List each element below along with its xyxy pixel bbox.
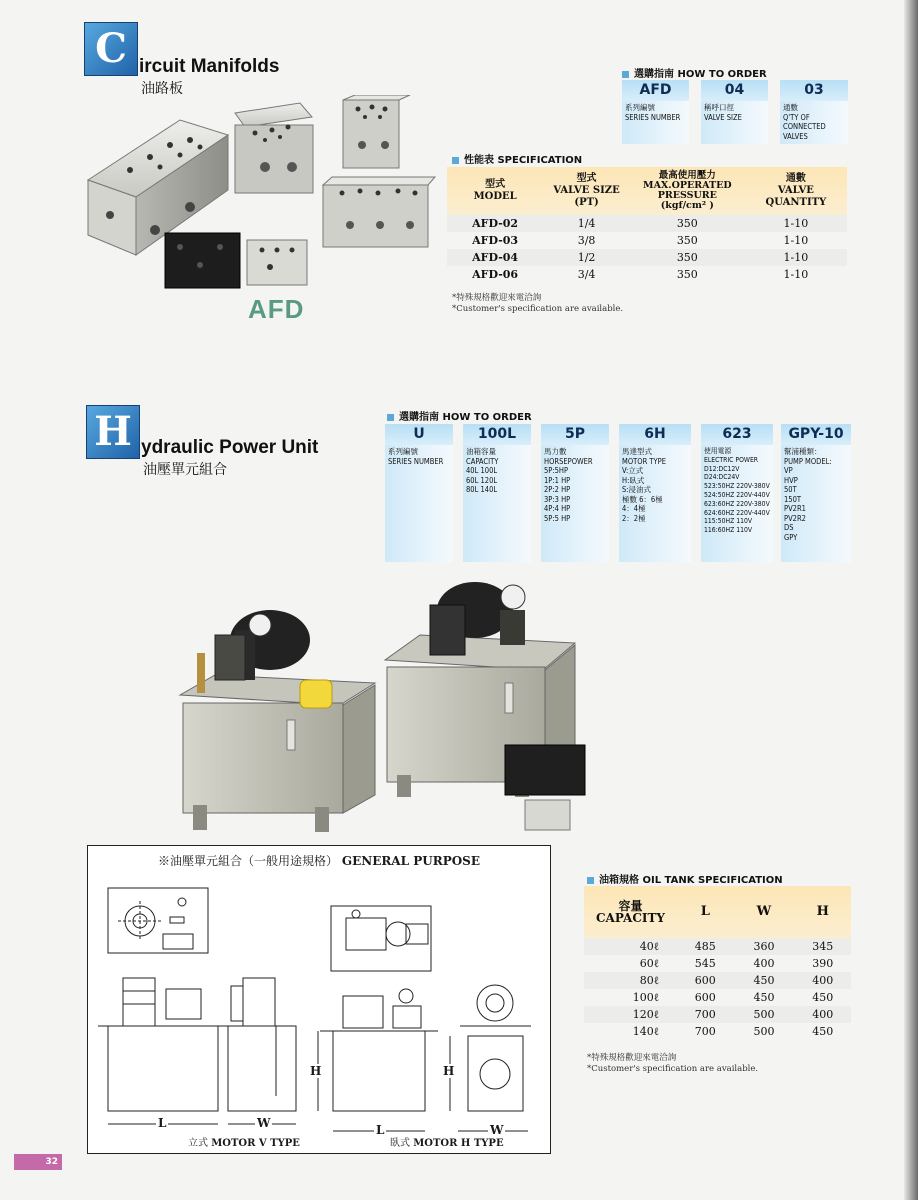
square-bullet-icon [387, 414, 394, 421]
table-cell: 400 [794, 1006, 851, 1023]
square-bullet-icon [587, 877, 594, 884]
table-cell: 3/4 [577, 268, 596, 281]
spec-header-size: 型式 VALVE SIZE (PT) [543, 167, 630, 215]
table-row [447, 249, 847, 266]
table-cell: AFD-02 [447, 215, 543, 232]
table-cell: 600 [677, 972, 734, 989]
table-cell: 1-10 [783, 268, 809, 281]
afd-spec-heading: 性能表 SPECIFICATION [452, 151, 582, 166]
hpu-order-box-pump: GPY-10 幫浦種類： PUMP MODEL: VP HVP 50T 150T PV2R1 PV2R2 DS GPY [781, 424, 851, 562]
afd-order-box-qty: 03 通數 Q'TY OF CONNECTED VALVES [780, 80, 848, 144]
table-row [584, 972, 851, 989]
hydraulic-power-unit-photo [175, 575, 605, 840]
caption-motor-h-type: 臥式 MOTOR H TYPE [390, 1138, 504, 1149]
table-cell: 450 [812, 991, 834, 1004]
hpu-order-box-horsepower: 5P 馬力數 HORSEPOWER 5P:5HP 1P:1 HP 2P:2 HP 3P:3 HP 4P:4 HP 5P:5 HP [541, 424, 609, 562]
table-cell: 1/4 [543, 215, 630, 232]
hpu-how-to-order-heading: 選購指南 HOW TO ORDER [387, 408, 532, 423]
dim-w-label-v: W [257, 1116, 271, 1130]
afd-product-label: AFD [248, 294, 305, 324]
table-row [584, 1006, 851, 1023]
table-cell: AFD-04 [447, 249, 543, 266]
hpu-title-cn: 油壓單元組合 [143, 462, 227, 478]
spec-header-model: 型式 MODEL [447, 167, 543, 215]
tank-header-capacity: 容量 CAPACITY [584, 886, 677, 938]
table-cell: 700 [694, 1025, 716, 1038]
spec-header-pressure: 最高使用壓力 MAX.OPERATED PRESSURE (kgf/cm² ) [630, 167, 745, 215]
section-h-icon: H [86, 405, 140, 459]
table-row [584, 1023, 851, 1040]
oil-tank-note: *特殊規格歡迎來電洽詢 *Customer's specification are available. [587, 1053, 759, 1074]
spec-header-quantity: 通數 VALVE QUANTITY [745, 167, 847, 215]
general-purpose-title: ※油壓單元組合（一般用途規格） GENERAL PURPOSE [157, 854, 480, 868]
afd-order-box-size: 04 稱呼口徑 VALVE SIZE [701, 80, 768, 144]
hpu-order-box-power: 623 使用電源 ELECTRIC POWER D12:DC12V D24:DC24V 523:50HZ 220V-380V 524:50HZ 220V-440V 623:60HZ 220V-380V 624:60HZ 220V-440V 115:50HZ 110V 116:60HZ 110V [701, 424, 773, 562]
dim-h-label-2: H [443, 1064, 455, 1078]
square-bullet-icon [452, 157, 459, 164]
general-purpose-drawing-box [87, 845, 551, 1154]
square-bullet-icon [622, 71, 629, 78]
table-cell: 120ℓ [584, 1006, 677, 1023]
table-cell: 350 [676, 234, 698, 247]
circuit-manifolds-title-cn: 油路板 [141, 81, 183, 97]
table-row [584, 955, 851, 972]
table-cell: 1-10 [745, 249, 847, 266]
table-row [584, 938, 851, 955]
oil-tank-table [584, 886, 851, 1040]
table-cell: 450 [753, 991, 775, 1004]
table-row [447, 266, 847, 283]
hpu-title: ydraulic Power Unit [141, 437, 319, 458]
afd-spec-table [447, 167, 847, 283]
dimension-drawing [88, 846, 550, 1153]
table-row [584, 989, 851, 1006]
afd-order-box-series: AFD 系列編號 SERIES NUMBER [622, 80, 689, 144]
table-cell: 360 [734, 938, 795, 955]
table-cell: 100ℓ [632, 991, 659, 1004]
page-number: 32 [14, 1154, 62, 1170]
table-cell: 500 [734, 1006, 795, 1023]
table-cell: 400 [753, 957, 775, 970]
tank-header-h: H [794, 886, 851, 938]
table-row [447, 232, 847, 249]
dim-l-label-v: L [158, 1116, 167, 1130]
table-cell: 350 [630, 249, 745, 266]
table-row [447, 215, 847, 232]
table-cell: 545 [694, 957, 716, 970]
table-cell: 40ℓ [584, 938, 677, 955]
dim-l-label-h: L [376, 1123, 385, 1137]
afd-spec-note: *特殊規格歡迎來電洽詢 *Customer's specification are available. [452, 293, 624, 314]
table-cell: 3/8 [577, 234, 596, 247]
manifold-blocks-photo [80, 95, 440, 295]
table-cell: 140ℓ [632, 1025, 659, 1038]
table-cell: 1-10 [783, 234, 809, 247]
table-cell: 485 [677, 938, 734, 955]
tank-header-w: W [734, 886, 795, 938]
table-cell: 500 [753, 1025, 775, 1038]
section-c-icon: C [84, 22, 138, 76]
page-edge-shadow [904, 0, 918, 1200]
hpu-order-box-motor: 6H 馬達型式 MOTOR TYPE V:立式 H:臥式 S:浸油式 極數 6：6極 4：4極 2：2極 [619, 424, 691, 562]
table-cell: 350 [630, 215, 745, 232]
tank-header-l: L [677, 886, 734, 938]
dim-h-label-1: H [310, 1064, 322, 1078]
table-cell: 390 [812, 957, 834, 970]
table-cell: 700 [677, 1006, 734, 1023]
circuit-manifolds-title: ircuit Manifolds [139, 56, 280, 77]
table-cell: 80ℓ [584, 972, 677, 989]
table-cell: 1-10 [745, 215, 847, 232]
dim-w-label-h: W [490, 1123, 504, 1137]
table-cell: 450 [734, 972, 795, 989]
afd-how-to-order-heading: 選購指南 HOW TO ORDER [622, 65, 767, 80]
oil-tank-heading: 油箱規格 OIL TANK SPECIFICATION [587, 871, 783, 886]
table-cell: 1/2 [543, 249, 630, 266]
hpu-order-box-capacity: 100L 油箱容量 CAPACITY 40L 100L 60L 120L 80L 140L [463, 424, 531, 562]
table-cell: 600 [694, 991, 716, 1004]
table-cell: 450 [812, 1025, 834, 1038]
caption-motor-v-type: 立式 MOTOR V TYPE [188, 1138, 300, 1149]
hpu-order-box-series: U 系列編號 SERIES NUMBER [385, 424, 453, 562]
table-cell: 60ℓ [639, 957, 659, 970]
table-cell: 350 [676, 268, 698, 281]
table-cell: 400 [794, 972, 851, 989]
table-cell: 345 [794, 938, 851, 955]
table-cell: AFD-06 [472, 268, 519, 281]
table-cell: AFD-03 [472, 234, 519, 247]
